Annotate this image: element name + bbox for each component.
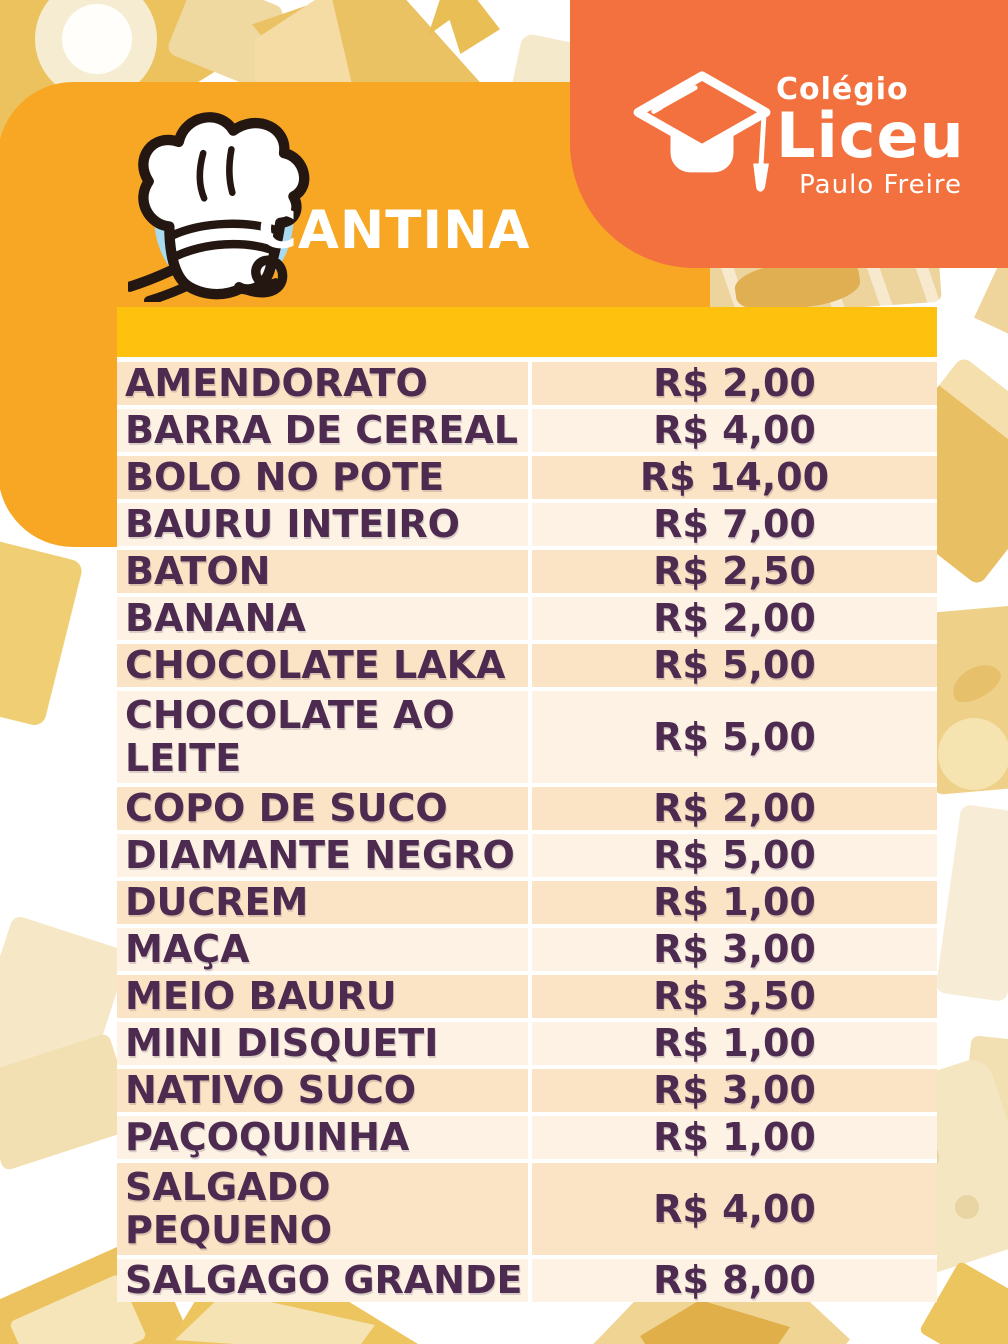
item-price: R$ 3,00 [532, 1069, 937, 1112]
item-name: AMENDORATO [117, 362, 528, 405]
item-name: NATIVO SUCO [117, 1069, 528, 1112]
item-price: R$ 1,00 [532, 1022, 937, 1065]
item-price: R$ 2,00 [532, 362, 937, 405]
item-name: DIAMANTE NEGRO [117, 834, 528, 877]
item-price: R$ 5,00 [532, 834, 937, 877]
pattern-shape [974, 261, 1008, 336]
table-header-bar [117, 307, 937, 357]
pattern-shape [938, 718, 1008, 790]
item-price: R$ 7,00 [532, 503, 937, 546]
item-name: CHOCOLATE LAKA [117, 644, 528, 687]
table-row [117, 597, 937, 640]
school-subtitle: Paulo Freire [799, 170, 962, 200]
item-price: R$ 8,00 [532, 1259, 937, 1302]
table-row [117, 1069, 937, 1112]
table-row [117, 1259, 937, 1302]
price-table [117, 307, 937, 1302]
table-row [117, 881, 937, 924]
school-name-small: Colégio [776, 72, 909, 107]
pattern-shape [955, 1195, 979, 1219]
item-price: R$ 1,00 [532, 881, 937, 924]
item-price: R$ 3,50 [532, 975, 937, 1018]
table-row [117, 409, 937, 452]
table-row [117, 503, 937, 546]
table-row [117, 691, 937, 783]
item-price: R$ 1,00 [532, 1116, 937, 1159]
table-row [117, 1022, 937, 1065]
item-name: DUCREM [117, 881, 528, 924]
item-price: R$ 3,00 [532, 928, 937, 971]
table-row [117, 928, 937, 971]
item-name: BARRA DE CEREAL [117, 409, 528, 452]
menu-table-body [117, 362, 937, 1302]
school-name-large: Liceu [776, 99, 965, 172]
table-row [117, 787, 937, 830]
pattern-shape [62, 4, 132, 74]
item-price: R$ 4,00 [532, 1163, 937, 1255]
table-row [117, 362, 937, 405]
pattern-shape [0, 538, 84, 727]
item-price: R$ 5,00 [532, 691, 937, 783]
item-name: CHOCOLATE AO LEITE [117, 691, 528, 783]
item-name: MAÇA [117, 928, 528, 971]
table-row [117, 834, 937, 877]
pattern-shape [935, 804, 1008, 1002]
item-name: MEIO BAURU [117, 975, 528, 1018]
item-price: R$ 4,00 [532, 409, 937, 452]
school-logo-block [570, 0, 1008, 268]
item-price: R$ 2,00 [532, 597, 937, 640]
item-price: R$ 2,00 [532, 787, 937, 830]
item-name: BOLO NO POTE [117, 456, 528, 499]
page-title: CANTINA [258, 200, 531, 261]
item-name: BANANA [117, 597, 528, 640]
graduation-cap-icon [628, 70, 776, 198]
table-row [117, 456, 937, 499]
item-name: COPO DE SUCO [117, 787, 528, 830]
table-row [117, 1163, 937, 1255]
item-price: R$ 2,50 [532, 550, 937, 593]
table-row [117, 975, 937, 1018]
table-row [117, 644, 937, 687]
item-price: R$ 5,00 [532, 644, 937, 687]
item-name: MINI DISQUETI [117, 1022, 528, 1065]
table-row [117, 1116, 937, 1159]
table-row [117, 550, 937, 593]
item-name: SALGADO PEQUENO [117, 1163, 528, 1255]
item-name: BATON [117, 550, 528, 593]
item-name: SALGAGO GRANDE [117, 1259, 528, 1302]
item-name: BAURU INTEIRO [117, 503, 528, 546]
item-name: PAÇOQUINHA [117, 1116, 528, 1159]
item-price: R$ 14,00 [532, 456, 937, 499]
